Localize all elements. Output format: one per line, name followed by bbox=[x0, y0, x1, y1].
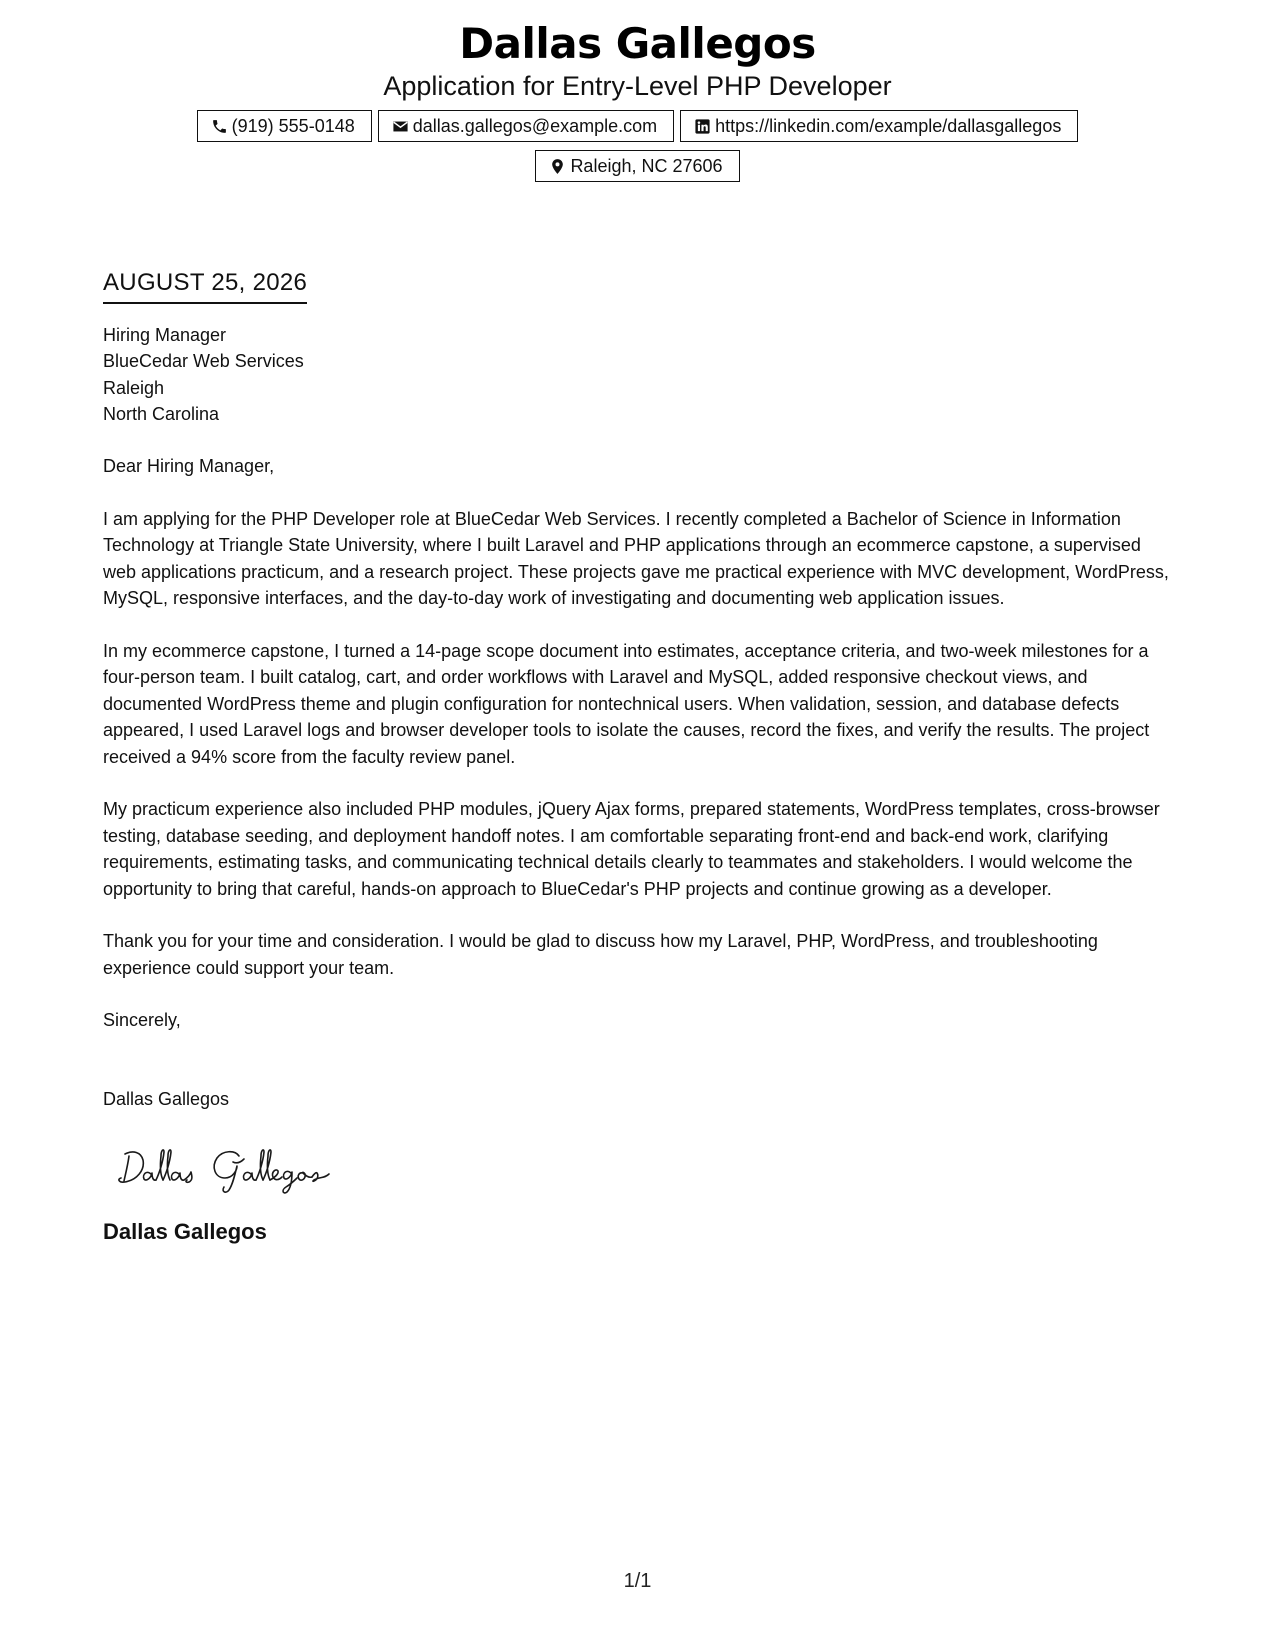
handwritten-signature bbox=[111, 1138, 371, 1198]
page-number: 1/1 bbox=[623, 1570, 652, 1592]
contact-info bbox=[158, 110, 1118, 182]
body-paragraph: I am applying for the PHP Developer role at BlueCedar Web Services. I recently completed a Bachelor of Science in Information Technology at Triangle State University, where I built Laravel and PHP applications through an ecommerce capstone, a supervised web applications practicum, and a research project. These projects gave me practical experience with MVC development, WordPress, MySQL, responsive interfaces, and the day-to-day work of investigating and documenting web application issues. bbox=[103, 508, 1169, 609]
email-contact[interactable] bbox=[378, 110, 674, 142]
linkedin-icon bbox=[694, 118, 711, 135]
linkedin-url: https://linkedin.com/example/dallasgallegos bbox=[715, 115, 1062, 136]
email-address: dallas.gallegos@example.com bbox=[412, 115, 658, 136]
recipient-line: Raleigh bbox=[103, 377, 165, 398]
body-paragraph: Thank you for your time and consideration. I would be glad to discuss how my Laravel, PHP, WordPress, and troubleshooting experience could support your team. bbox=[103, 931, 1098, 978]
body-paragraph: In my ecommerce capstone, I turned a 14-page scope document into estimates, acceptance criteria, and two-week milestones for a four-person team. I built catalog, cart, and order workflows with Laravel and MySQL, added responsive checkout views, and documented WordPress theme and plugin configuration for nontechnical users. When validation, session, and database defects appeared, I used Laravel logs and browser developer tools to isolate the causes, record the fixes, and verify the results. The project received a 94% score from the faculty review panel. bbox=[103, 640, 1150, 767]
phone-icon bbox=[211, 118, 228, 135]
signoff-name: Dallas Gallegos bbox=[103, 1088, 230, 1109]
location-contact bbox=[535, 150, 739, 182]
location-text: Raleigh, NC 27606 bbox=[570, 155, 723, 176]
applicant-name: Dallas Gallegos bbox=[459, 19, 816, 68]
envelope-icon bbox=[392, 118, 409, 135]
phone-number: (919) 555-0148 bbox=[231, 115, 355, 136]
application-title: Application for Entry-Level PHP Developer bbox=[383, 71, 892, 101]
phone-contact[interactable] bbox=[197, 110, 372, 142]
letter-header bbox=[0, 18, 1275, 182]
printed-name: Dallas Gallegos bbox=[103, 1218, 267, 1244]
recipient-line: Hiring Manager bbox=[103, 325, 227, 345]
letter-date: AUGUST 25, 2026 bbox=[103, 268, 307, 304]
salutation: Dear Hiring Manager, bbox=[103, 456, 275, 477]
map-marker-icon bbox=[549, 158, 566, 175]
recipient-line: BlueCedar Web Services bbox=[103, 351, 304, 372]
closing: Sincerely, bbox=[103, 1010, 181, 1031]
recipient-block bbox=[103, 322, 1175, 427]
linkedin-contact[interactable] bbox=[680, 110, 1078, 142]
recipient-line: North Carolina bbox=[103, 403, 220, 424]
signature-text bbox=[371, 1112, 372, 1113]
letter-body bbox=[103, 268, 1175, 1246]
body-paragraph: My practicum experience also included PHP modules, jQuery Ajax forms, prepared statements, WordPress templates, cross-browser testing, database seeding, and deployment handoff notes. I am comfortable separating front-end and back-end work, clarifying requirements, estimating tasks, and communicating technical details clearly to teammates and stakeholders. I would welcome the opportunity to bring that careful, hands-on approach to BlueCedar's PHP projects and continue growing as a developer. bbox=[103, 799, 1160, 899]
